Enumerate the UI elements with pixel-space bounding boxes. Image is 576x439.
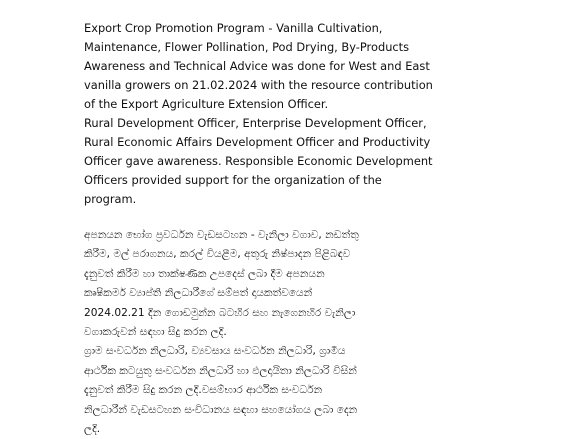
sinhala-paragraph-program: අපනයන භෝග ප්‍රවර්ධන වැඩසටහන - වැනිලා වගාව, නඩත්තු කිරීම, මල් පරාගනය, කරල් වියළීම, අතුරු නිෂ්පාදන පිළිබඳව දැනුවත් කිරීම හා තාක්ෂණික උපදෙස් ලබා දීම අපනයන කෘෂිකර්ම ව්‍යාප්ති නිලධාරීගේ සම්පත් දායකත්වයෙන් 2024.02.21 දින ගොඩමුන්න බටහිර සහ නැගෙනහිර වැනිලා වගාකරුවන් සඳහා සිදු කරන ලදි. [84,229,359,339]
sinhala-text-block [84,226,480,439]
sinhala-paragraph-officers: ග්‍රාම සංවර්ධන නිලධාරි, ව්‍යවසාය සංවර්ධන නිලධාරි, ග්‍රාමීය ආර්ථික කටයුතු සංවර්ධන නිලධාරි හා ඵලදායිතා නිලධාරි විසින් දැනුවත් කිරීම සිදු කරන ලදි.වසම්භාර ආර්ථික සංවර්ධන නිලධාරීන් වැඩසටහන සංවිධානය සඳහා සහයෝගය ලබා දෙන ලදි. [84,345,358,436]
english-paragraph-program: Export Crop Promotion Program - Vanilla Cultivation, Maintenance, Flower Pollination, Pod Drying, By-Products Awareness and Technical Advice was done for West and East vanilla growers on 21.02.2024 with the resource contribution of the Export Agriculture Extension Officer. [84,21,433,111]
english-text-block [84,19,444,209]
english-paragraph-officers: Rural Development Officer, Enterprise Development Officer, Rural Economic Affairs Development Officer and Productivity Officer gave awareness. Responsible Economic Development Officers provided support for the organization of the program. [84,116,433,206]
